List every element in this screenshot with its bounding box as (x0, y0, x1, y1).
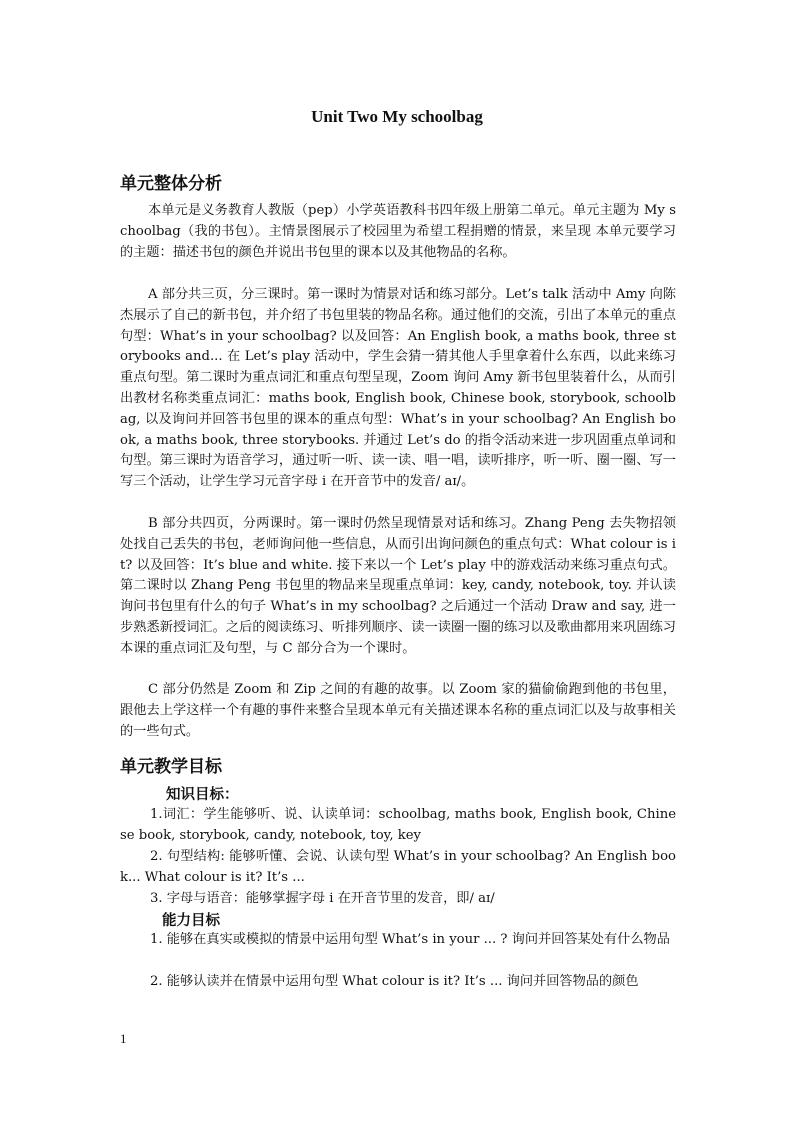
ability-objective-item: 1. 能够在真实或模拟的情景中运用句型 What’s in your ... ? 询问并回答某处有什么物品 (150, 932, 670, 947)
document-title: Unit Two My schoolbag (311, 107, 483, 126)
ability-objective-item: 2. 能够认读并在情景中运用句型 What colour is it? It’s ... 询问并回答物品的颜色 (150, 974, 639, 989)
analysis-paragraph: C 部分仍然是 Zoom 和 Zip 之间的有趣的故事。以 Zoom 家的猫偷偷跑到他的书包里，跟他去上学这样一个有趣的事件来整合呈现本单元有关描述课本名称的重点词汇以及与故事相关的一些句式。 (120, 682, 676, 739)
knowledge-objectives-heading: 知识目标： (166, 787, 239, 803)
analysis-paragraph: B 部分共四页，分两课时。第一课时仍然呈现情景对话和练习。Zhang Peng 去失物招领处找自己丢失的书包，老师询问他一些信息，从而引出询问颜色的重点句式：What colour is it? 以及回答：It’s blue and white. 接下来以一个 Let’s play 中的游戏活动来练习重点句式。第二课时以 Zhang Peng 书包里的物品来呈现重点单词：key, candy, notebook, toy. 并认读询问书包里有什么的句子 What’s in my schoolbag? 之后通过一个活动 Draw and say, 进一步熟悉新授词汇。之后的阅读练习、听排列顺序、读一读圈一圈的练习以及歌曲都用来巩固练习本课的重点词汇及句型，与 C 部分合为一个课时。 (120, 516, 676, 656)
section-heading-objectives: 单元教学目标 (120, 757, 222, 777)
section-heading-analysis: 单元整体分析 (120, 174, 222, 194)
analysis-paragraph: 本单元是义务教育人教版（pep）小学英语教科书四年级上册第二单元。单元主题为 My schoolbag（我的书包）。主情景图展示了校园里为希望工程捐赠的情景，来呈现 本单元要学习的主题：描述书包的颜色并说出书包里的课本以及其他物品的名称。 (120, 203, 676, 260)
page-number: 1 (120, 1031, 127, 1046)
analysis-paragraph: A 部分共三页，分三课时。第一课时为情景对话和练习部分。Let’s talk 活动中 Amy 向陈杰展示了自己的新书包，并介绍了书包里装的物品名称。通过他们的交流，引出了本单元的重点句型：What’s in your schoolbag? 以及回答：An English book, a maths book, three storybooks and... 在 Let’s play 活动中，学生会猜一猜其他人手里拿着什么东西，以此来练习重点句型。第二课时为重点词汇和重点句型呈现，Zoom 询问 Amy 新书包里装着什么，从而引出教材名称类重点词汇：maths book, English book, Chinese book, storybook, schoolbag, 以及询问并回答书包里的课本的重点句型：What’s in your schoolbag? An English book, a maths book, three storybooks. 并通过 Let’s do 的指令活动来进一步巩固重点单词和句型。第三课时为语音学习，通过听一听、读一读、唱一唱，读听排序，听一听、圈一圈、写一写三个活动，让学生学习元音字母 i 在开音节中的发音/ aɪ/。 (120, 287, 676, 490)
ability-objectives-heading: 能力目标 (162, 913, 220, 929)
knowledge-objective-item: 2. 句型结构: 能够听懂、会说、认读句型 What’s in your schoolbag? An English book... What colour is it? It’s ... (120, 849, 676, 885)
knowledge-objective-item: 1.词汇：学生能够听、说、认读单词：schoolbag, maths book, English book, Chinese book, storybook, candy, notebook, toy, key (120, 807, 676, 843)
knowledge-objective-item: 3. 字母与语音：能够掌握字母 i 在开音节里的发音，即/ aɪ/ (150, 891, 495, 906)
